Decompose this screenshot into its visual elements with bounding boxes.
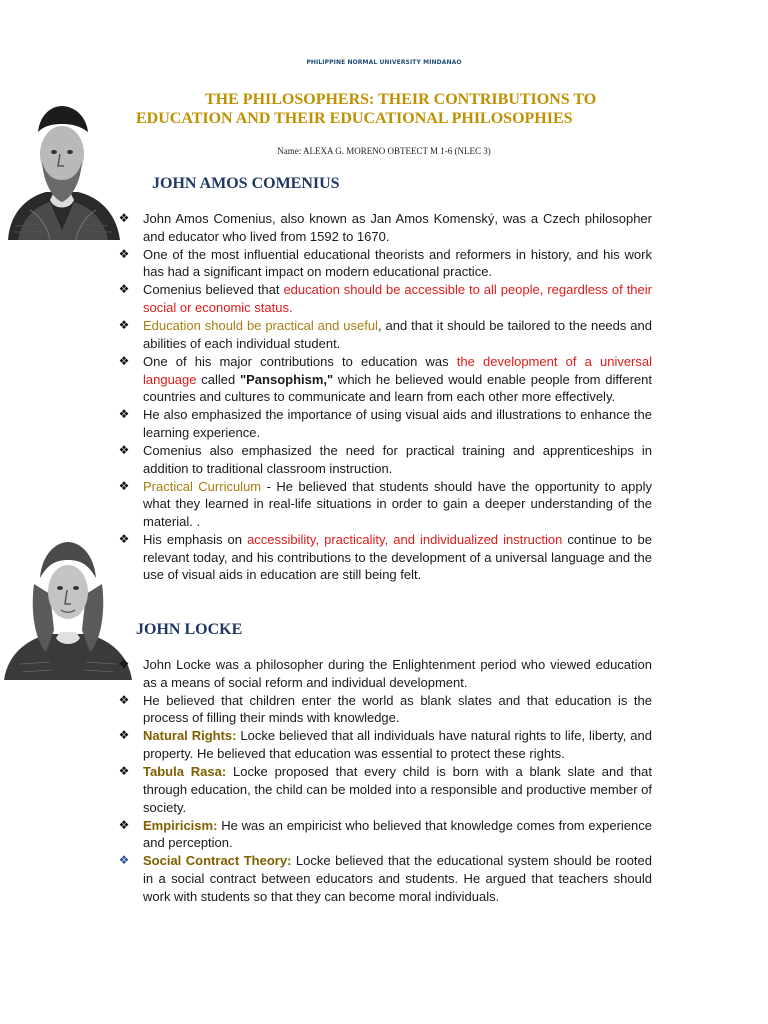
list-item: ❖ Social Contract Theory: Locke believed that the educational system should be rooted in a social contract between educators and students. He argued that teachers should work with students so that they can become moral individuals. — [118, 853, 652, 904]
diamond-bullet-icon: ❖ — [118, 478, 130, 493]
highlight-text: Practical Curriculum — [143, 478, 262, 494]
diamond-bullet-icon: ❖ — [118, 442, 130, 457]
diamond-bullet-icon: ❖ — [118, 817, 130, 832]
list-item: ❖ Tabula Rasa: Locke proposed that every child is born with a blank slate and that through education, the child can be molded into a responsible and productive member of society. — [118, 764, 652, 815]
term-label: Social Contract Theory: — [143, 853, 292, 869]
highlight-text: the development of a universal language — [143, 353, 653, 387]
highlight-text: accessibility, practicality, and individualized instruction — [247, 532, 563, 548]
diamond-bullet-icon: ❖ — [118, 853, 130, 868]
list-item: ❖ John Locke was a philosopher during the Enlightenment period who viewed education as a means of social reform and individual development. — [118, 657, 652, 690]
diamond-bullet-icon: ❖ — [118, 318, 130, 333]
emphasis-text: "Pansophism," — [239, 371, 334, 387]
diamond-bullet-icon: ❖ — [118, 282, 130, 297]
list-item: ❖ Natural Rights: Locke believed that all individuals have natural rights to life, liberty, and property. He believed that education was essential to protect these rights. — [118, 728, 653, 762]
diamond-bullet-icon: ❖ — [118, 353, 130, 368]
term-label: Empiricism: — [143, 817, 218, 833]
comenius-portrait — [0, 92, 124, 242]
list-item: ❖ Education should be practical and useful, and that it should be tailored to the needs and abilities of each individual student. — [118, 318, 652, 351]
title-line-1: THE PHILOSOPHERS: THEIR CONTRIBUTIONS TO — [205, 91, 597, 108]
diamond-bullet-icon: ❖ — [118, 692, 130, 707]
diamond-bullet-icon: ❖ — [118, 532, 130, 547]
comenius-list — [118, 210, 652, 584]
term-label: Natural Rights: — [143, 728, 237, 744]
author-name-line: Name: ALEXA G. MORENO OBTEECT M 1-6 (NLEC 3) — [277, 146, 491, 156]
diamond-bullet-icon: ❖ — [118, 407, 130, 422]
highlight-text: Education should be practical and useful — [143, 318, 378, 334]
locke-portrait — [0, 534, 136, 680]
list-item: ❖ He believed that children enter the world as blank slates and that education is the process of filling their minds with knowledge. — [118, 692, 652, 726]
list-item: ❖ His emphasis on accessibility, practicality, and individualized instruction continue to be relevant today, and his contributions to the development of a universal language and the use of visual aids in education are still being felt. — [118, 532, 652, 583]
diamond-bullet-icon: ❖ — [118, 211, 130, 225]
diamond-bullet-icon: ❖ — [118, 764, 130, 779]
list-item: ❖ Comenius also emphasized the need for practical training and apprenticeships in addition to traditional classroom instruction. — [118, 442, 652, 476]
diamond-bullet-icon: ❖ — [118, 657, 130, 671]
locke-list — [118, 656, 652, 906]
list-item: ❖ Comenius believed that education should be accessible to all people, regardless of their social or economic status. — [118, 282, 652, 316]
list-item: ❖ He also emphasized the importance of using visual aids and illustrations to enhance the learning experience. — [118, 407, 652, 440]
list-item: ❖ One of his major contributions to education was the development of a universal language called "Pansophism," which he believed would enable people from different countries and cultures to communicate and learn from each other more effectively. — [118, 353, 653, 405]
title-line-2: EDUCATION AND THEIR EDUCATIONAL PHILOSOPHIES — [136, 110, 573, 127]
highlight-text: education should be accessible to all people, regardless of their social or economic status. — [143, 282, 652, 316]
diamond-bullet-icon: ❖ — [118, 246, 130, 261]
list-item: ❖ One of the most influential educational theorists and reformers in history, and his work has had a significant impact on modern educational practice. — [118, 246, 652, 280]
page-title — [136, 90, 656, 128]
list-item: ❖ Empiricism: He was an empiricist who believed that knowledge comes from experience and perception. — [118, 817, 652, 851]
diamond-bullet-icon: ❖ — [118, 728, 130, 743]
list-item: ❖ Practical Curriculum - He believed that students should have the opportunity to apply what they learned in real-life situations in order to gain a deeper understanding of the material. . — [118, 478, 652, 530]
institution-header: PHILIPPINE NORMAL UNIVERSITY MINDANAO — [306, 59, 462, 66]
comenius-heading: JOHN AMOS COMENIUS — [152, 175, 340, 192]
list-item: ❖ John Amos Comenius, also known as Jan Amos Komenský, was a Czech philosopher and educator who lived from 1592 to 1670. — [118, 211, 652, 244]
term-label: Tabula Rasa: — [143, 764, 227, 780]
locke-heading: JOHN LOCKE — [136, 621, 243, 638]
